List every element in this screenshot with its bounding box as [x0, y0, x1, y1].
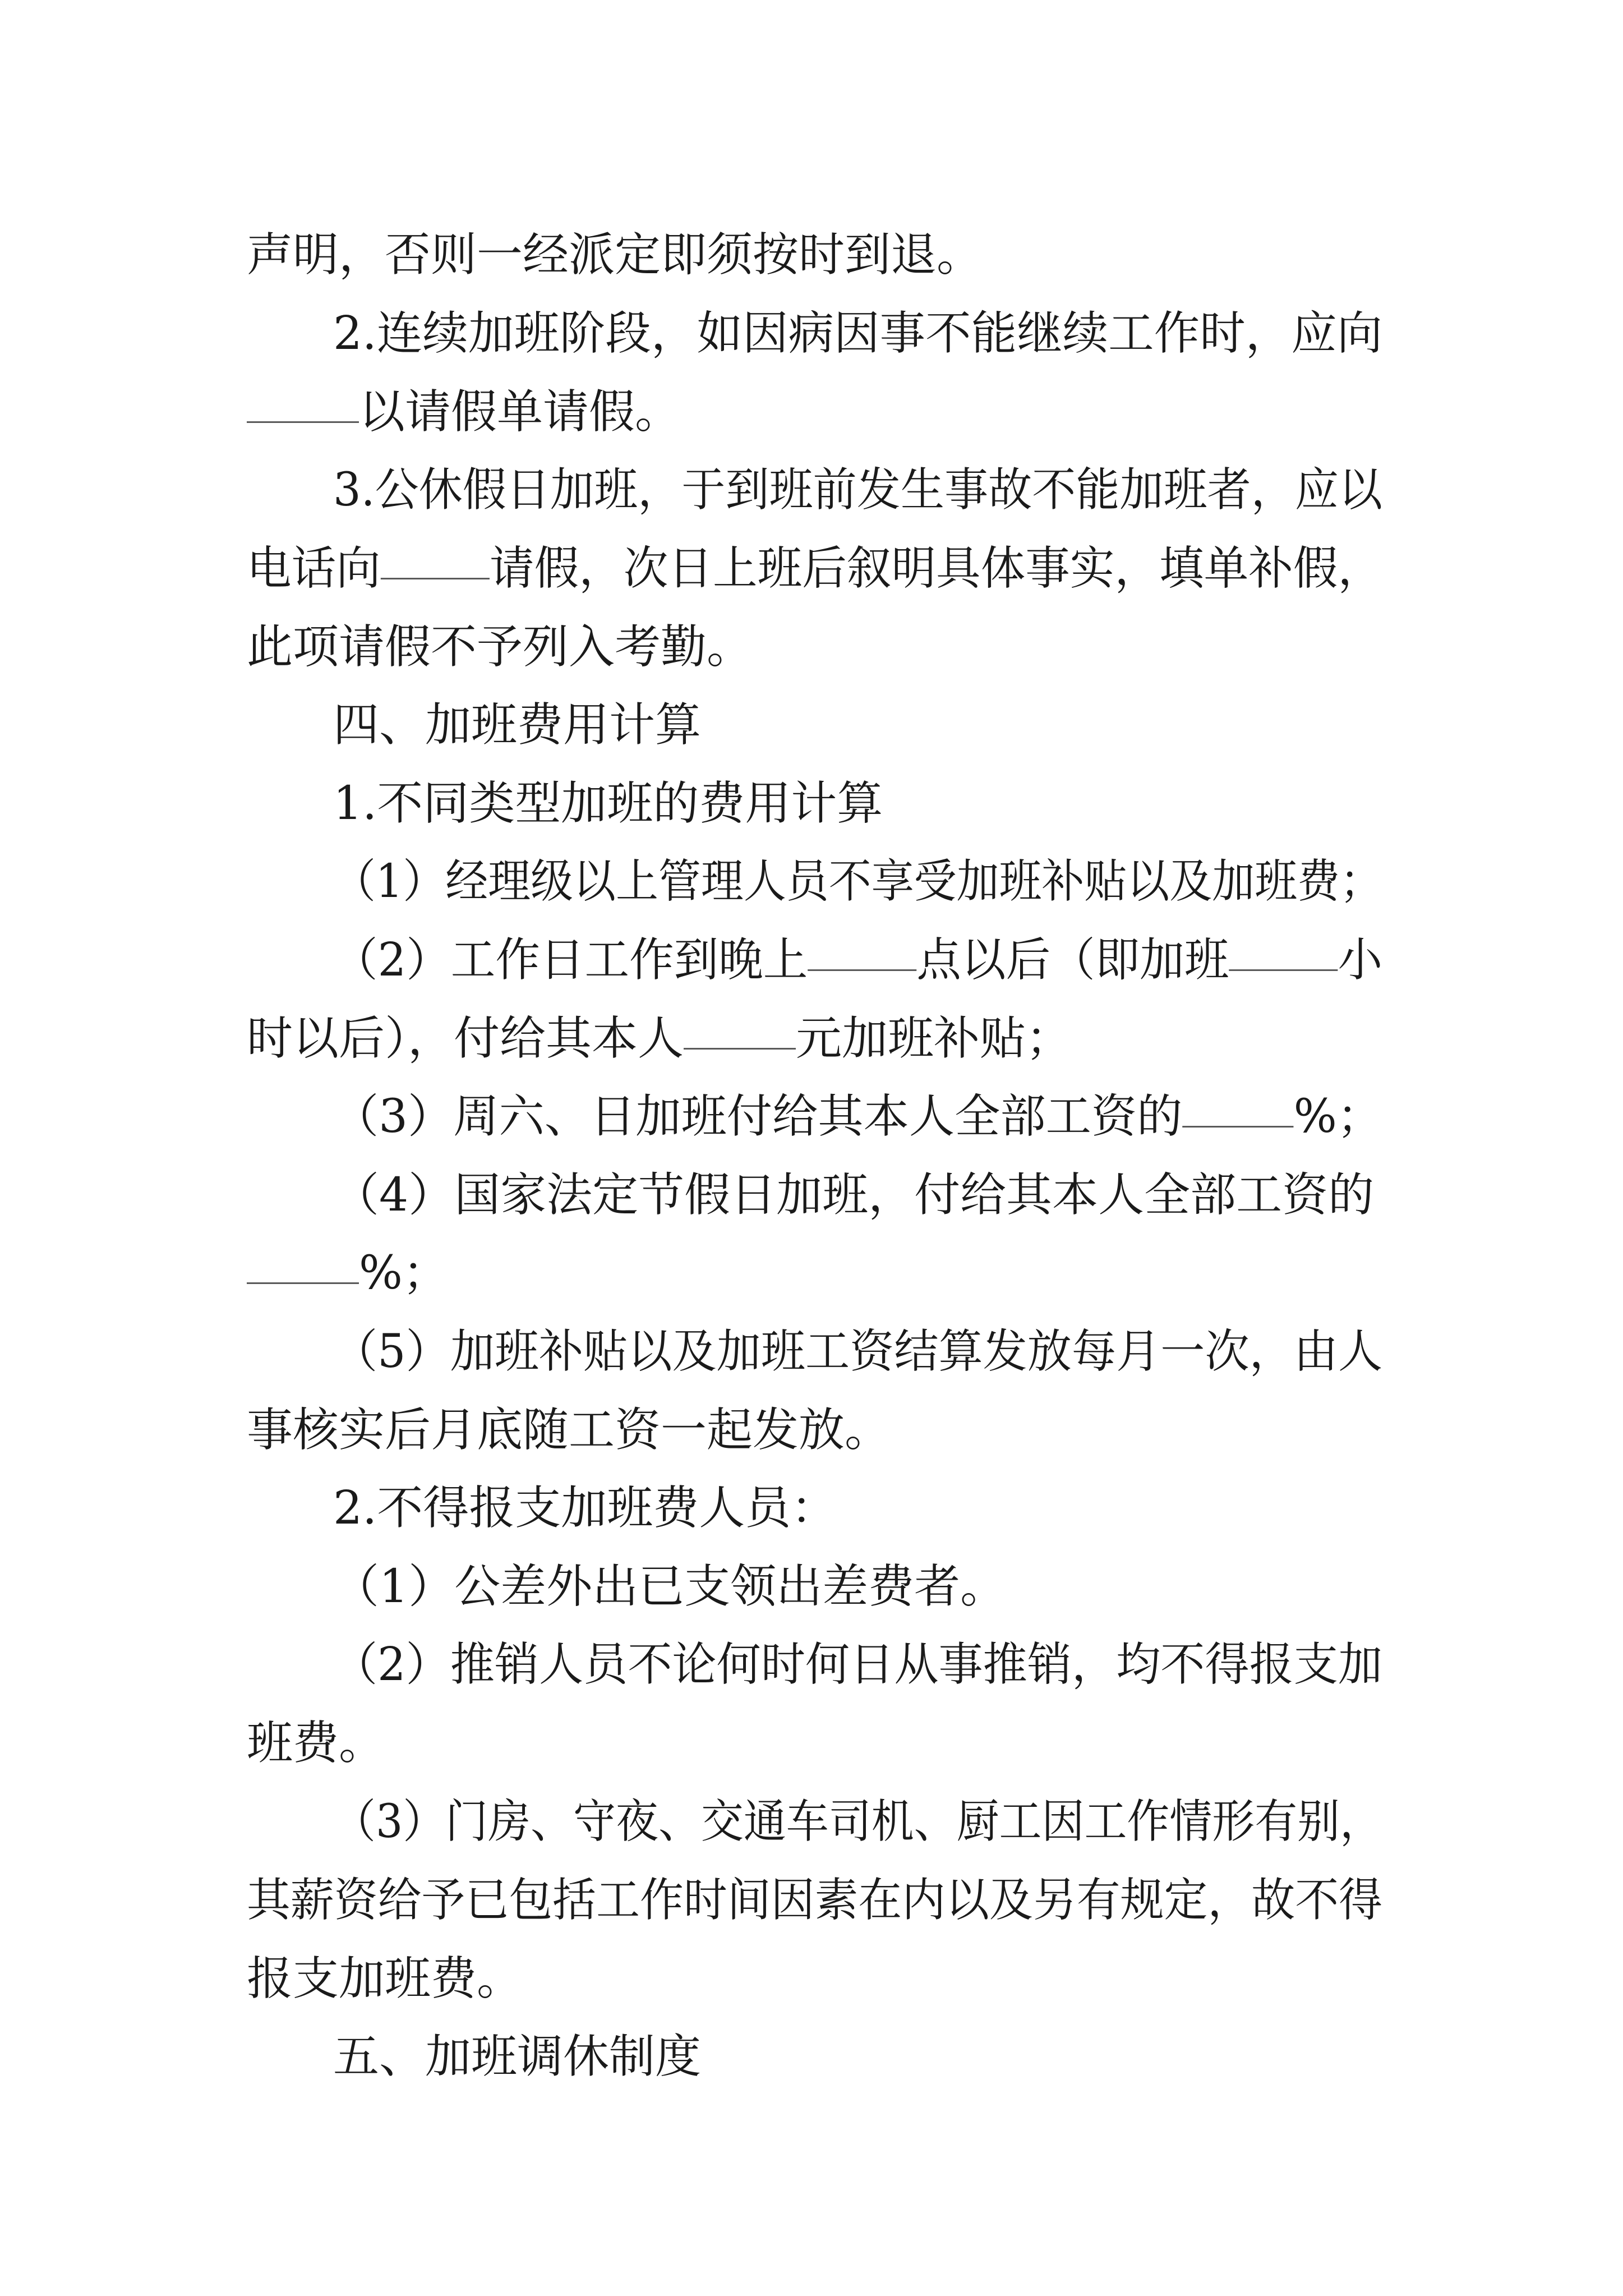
doc-line-15 [333, 1324, 1382, 1380]
line-text: 事核实后月底随工资一起发放。 [247, 1404, 891, 1457]
doc-line-6 [247, 619, 753, 675]
doc-line-12 [333, 1089, 1382, 1145]
line-text: 班费。 [247, 1717, 385, 1770]
line-text: %； [359, 1246, 449, 1300]
line-text: 请假，次日上班后叙明具体事实，填单补假， [489, 542, 1383, 595]
subsection-heading-1 [333, 776, 883, 832]
doc-line-22 [247, 1872, 1382, 1929]
subsection-heading-2 [333, 1480, 837, 1536]
doc-line-19 [333, 1637, 1382, 1693]
fill-in-blank [808, 967, 916, 971]
line-text: （5）加班补贴以及加班工资结算发放每月一次，由人 [333, 1325, 1383, 1378]
line-text: 元加班补贴； [796, 1012, 1072, 1065]
doc-line-13 [333, 1167, 1374, 1223]
line-text: 其薪资给予已包括工作时间因素在内以及另有规定，故不得 [247, 1874, 1382, 1927]
line-text: 报支加班费。 [247, 1952, 523, 2005]
doc-line-9 [333, 854, 1382, 910]
fill-in-blank [247, 1280, 359, 1284]
line-text: 2.不得报支加班费人员： [333, 1481, 837, 1535]
line-text: （3）周六、日加班付给其本人全部工资的 [333, 1090, 1183, 1143]
doc-line-5 [247, 541, 1382, 597]
doc-line-18 [333, 1559, 1006, 1615]
fill-in-blank [1182, 1124, 1293, 1128]
line-text: （2）工作日工作到晚上 [333, 933, 808, 987]
line-text: 以请假单请假。 [359, 385, 681, 439]
line-text: 声明，否则一经派定即须按时到退。 [247, 228, 983, 282]
doc-line-11 [247, 1011, 1072, 1067]
doc-line-23 [247, 1951, 523, 2007]
doc-line-3 [247, 384, 681, 440]
line-text: （1）经理级以上管理人员不享受加班补贴以及加班费； [333, 855, 1383, 908]
doc-line-20 [247, 1715, 385, 1772]
line-text: 四、加班费用计算 [333, 698, 702, 752]
doc-line-2 [333, 306, 1382, 362]
doc-line-21 [333, 1794, 1382, 1850]
line-text: （3）门房、守夜、交通车司机、厨工因工作情形有别， [333, 1795, 1383, 1848]
line-text: 五、加班调休制度 [333, 2030, 702, 2083]
line-text: 小 [1338, 933, 1383, 987]
doc-line-4 [333, 462, 1382, 518]
doc-line-14 [247, 1245, 449, 1301]
line-text: 此项请假不予列入考勤。 [247, 620, 753, 674]
line-text: 1.不同类型加班的费用计算 [333, 777, 883, 830]
line-text: （2）推销人员不论何时何日从事推销，均不得报支加 [333, 1638, 1383, 1691]
doc-line-16 [247, 1402, 891, 1458]
doc-line-1 [247, 227, 983, 283]
section-heading-5 [333, 2029, 701, 2085]
fill-in-blank [684, 1046, 796, 1050]
section-heading-4 [333, 697, 701, 753]
fill-in-blank [247, 419, 359, 423]
line-text: 点以后（即加班 [916, 933, 1229, 987]
line-text: 3.公休假日加班，于到班前发生事故不能加班者，应以 [333, 463, 1383, 517]
line-text: 电话向 [247, 542, 381, 595]
line-text: %； [1293, 1090, 1383, 1143]
line-text: （1）公差外出已支领出差费者。 [333, 1560, 1007, 1613]
line-text: 2.连续加班阶段，如因病因事不能继续工作时，应向 [333, 307, 1383, 360]
fill-in-blank [1229, 967, 1338, 971]
doc-line-10 [333, 932, 1382, 988]
line-text: 时以后），付给其本人 [247, 1012, 684, 1065]
line-text: （4）国家法定节假日加班，付给其本人全部工资的 [333, 1168, 1375, 1222]
fill-in-blank [381, 576, 490, 579]
